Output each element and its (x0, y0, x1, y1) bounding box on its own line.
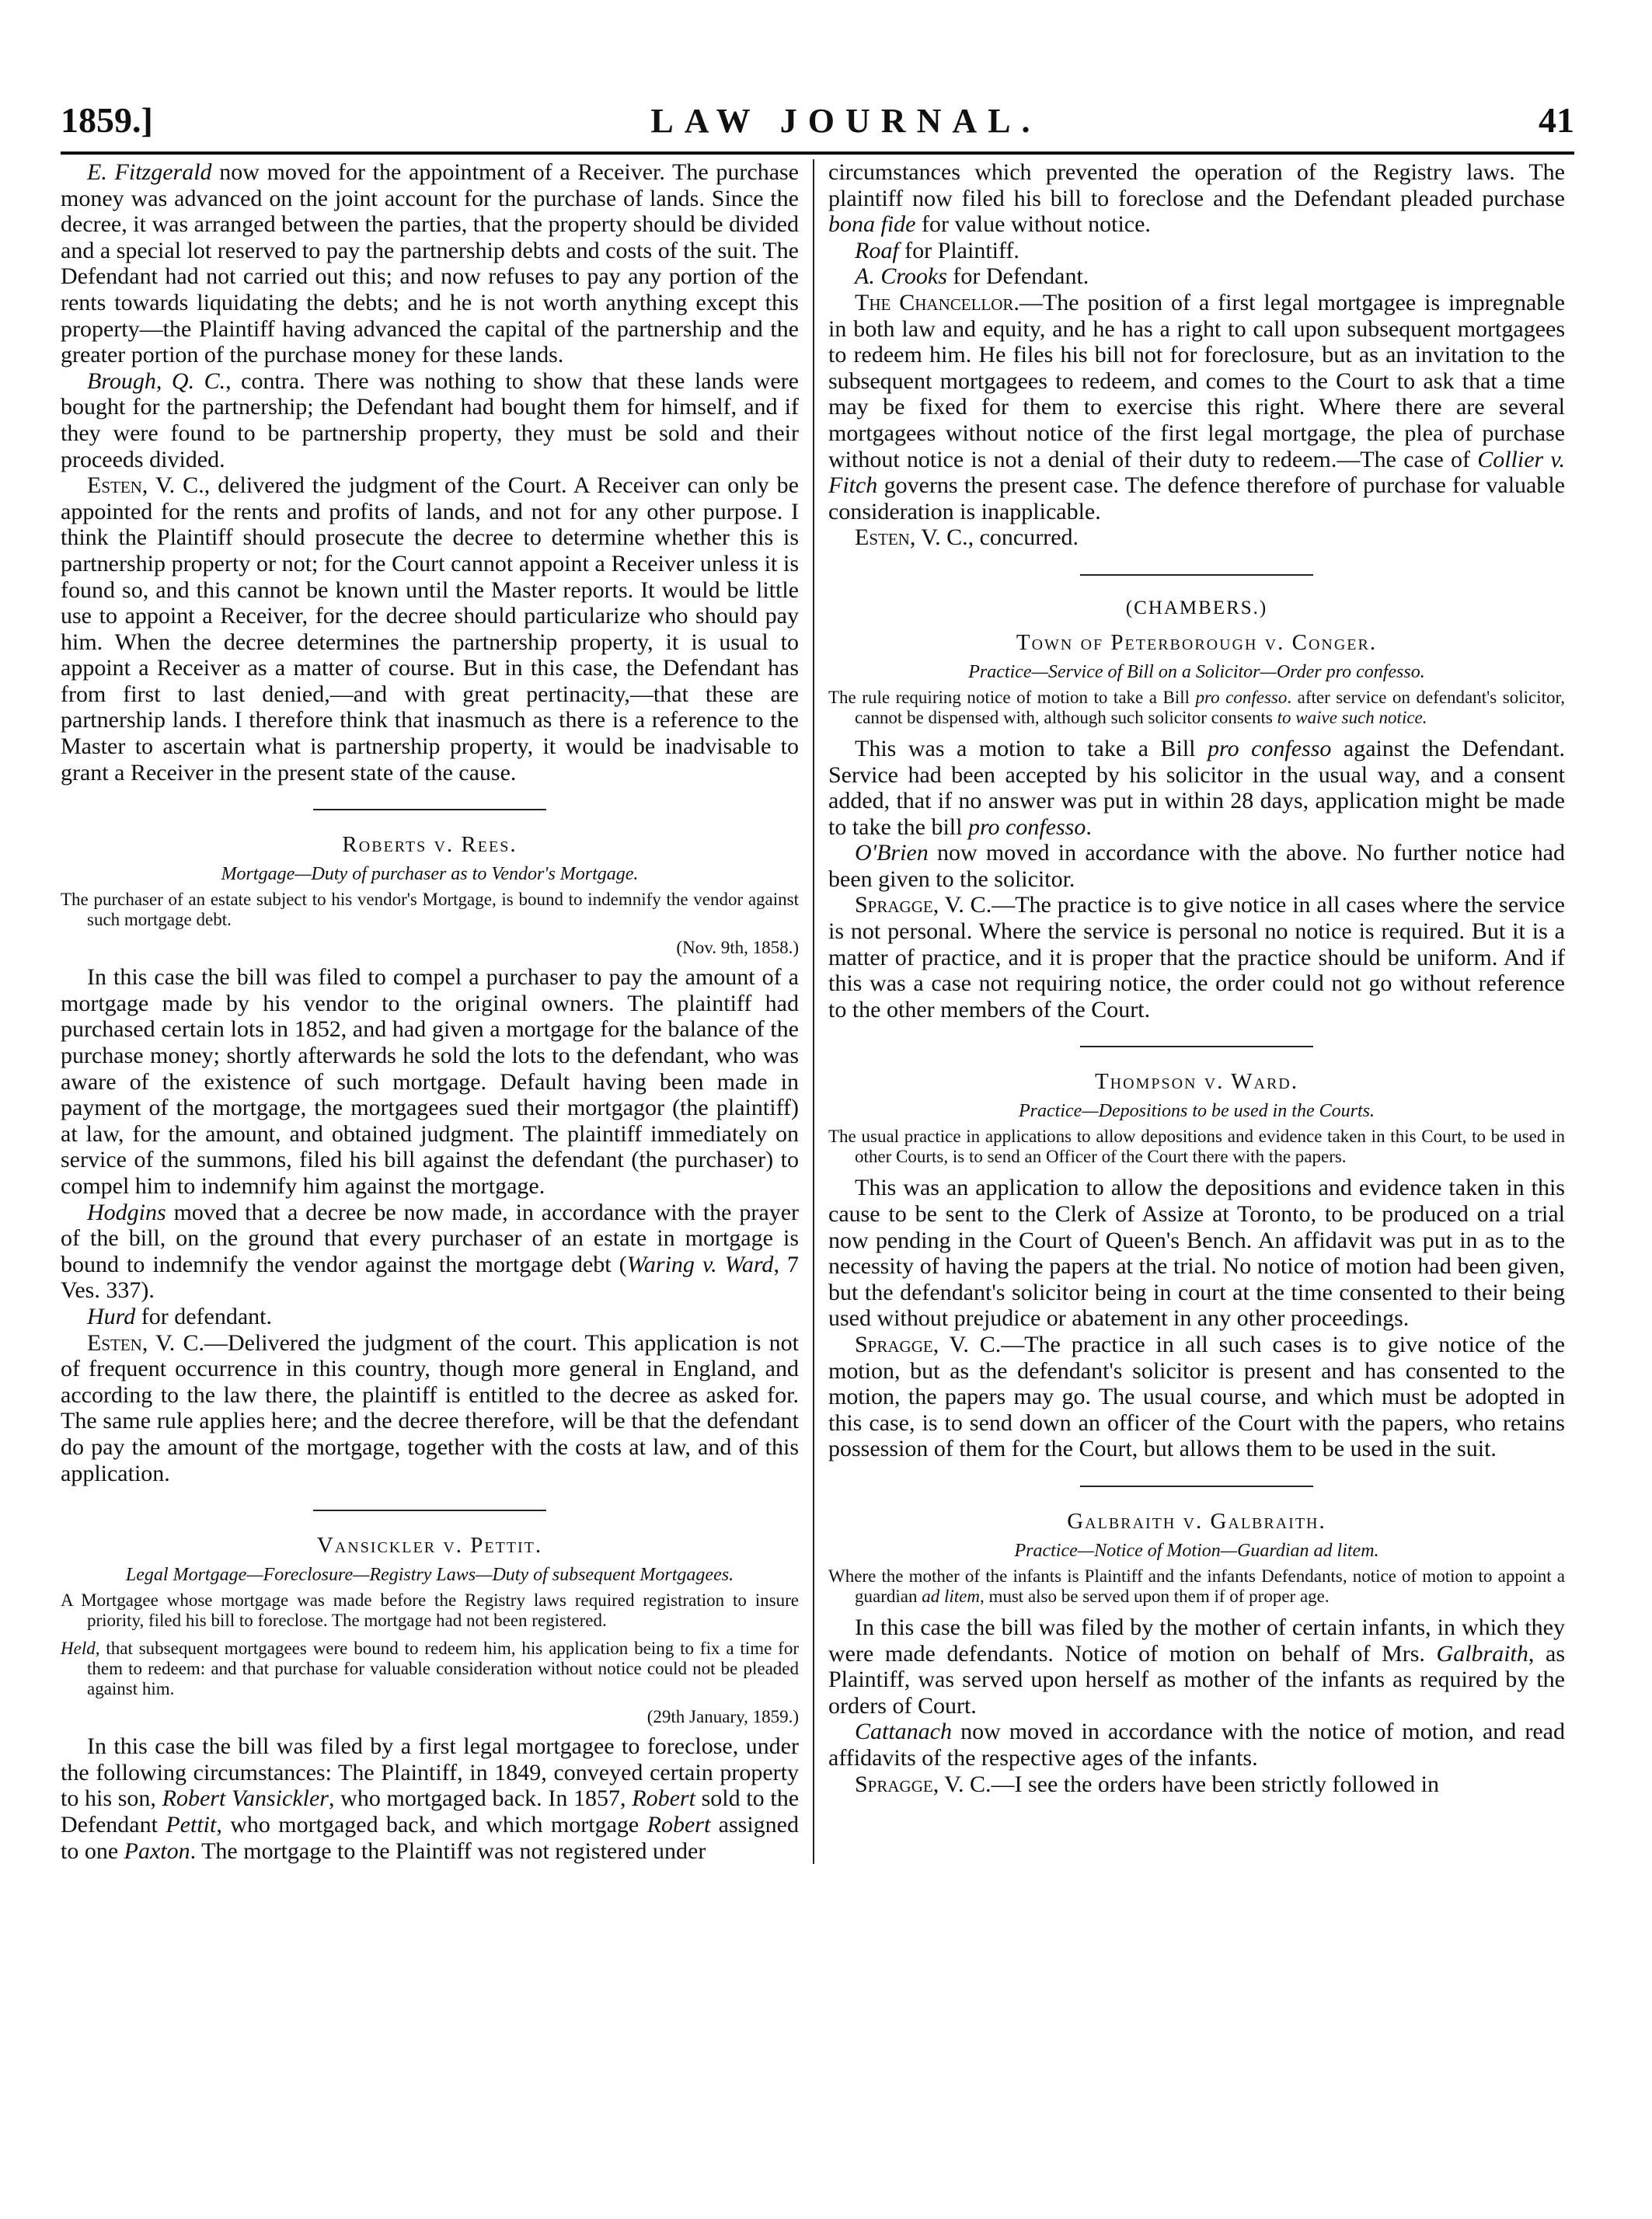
paragraph (828, 892, 1565, 1022)
paragraph (828, 736, 1565, 840)
paragraph-text: In this case the bill was filed by a first legal mortgagee to foreclose, under the following circumstances: The Plaintiff, in 1849, conveyed certain property to his son, (61, 1733, 799, 1812)
case-subtitle: Legal Mortgage—Foreclosure—Registry Laws—Duty of subsequent Mortgagees. (125, 1565, 734, 1586)
case-title: Galbraith v. Galbraith. (1067, 1508, 1326, 1534)
case-date: (29th January, 1859.) (647, 1707, 799, 1727)
party-name: Robert (647, 1811, 711, 1838)
paragraph-text: , V. C., delivered the judgment of the Court. A Receiver can only be appointed for the rents and profits of lands, and not for any other purpose. I think the Plaintiff should prosecute the decree to determine whether this is partnership property or not; for the Court cannot appoint a Receiver unless it is found so, and this cannot be known until the Master reports. It would be little use to appoint a Receiver, for the decree should particularize who should pay him. When the decree determines the partnership property, it is usual to appoint a Receiver as a matter of course. But in this case, the Defendant has from first to last denied,—and with great pertinacity,—that these are partnership lands. I therefore think that inasmuch as there is a reference to the Master to ascertain what is partnership property, it would be inadvisable to grant a Receiver in the present state of the cause. (61, 472, 799, 786)
latin-phrase: pro confesso (1208, 735, 1332, 761)
headnote-text: , must also be served upon them if of proper age. (979, 1586, 1330, 1606)
headnote (828, 688, 1565, 728)
party-name: Robert (632, 1785, 695, 1812)
headnote: A Mortgagee whose mortgage was made before the Registry laws required registration to insure priority, filed his bill to foreclose. The mortgage had not been registered. (61, 1590, 799, 1631)
case-title: Town of Peterborough v. Conger. (1016, 629, 1378, 655)
case-date: (Nov. 9th, 1858.) (676, 938, 799, 958)
latin-phrase: pro confesso (967, 813, 1086, 840)
paragraph-text: , as Plaintiff, was served upon herself as mother of the infants as required by the orders of Court. (828, 1640, 1565, 1719)
paragraph (828, 524, 1565, 551)
paragraph-text: moved that a decree be now made, in accordance with the prayer of the bill, on the ground that every purchaser of an estate in mortgage is bound to indemnify the vendor against the mortgage debt ( (61, 1199, 799, 1277)
paragraph (828, 238, 1565, 264)
section-divider (313, 809, 546, 810)
paragraph (61, 1304, 799, 1330)
paragraph-text: .—The position of a first legal mortgagee is impregnable in both law and equity, and he has a right to call upon subsequent mortgagees to redeem him. He files his bill not for foreclosure, but as an invitation to the subsequent mortgagees to redeem, and comes to the Court to ask that a time may be fixed for them to exercise this right. Where there are several mortgagees without notice of the first legal mortgage, the plea of purchase without notice is not a denial of their duty to redeem.—The case of (828, 289, 1565, 472)
judge-name: Esten (87, 472, 142, 499)
judge-name: The Chancellor (855, 289, 1014, 315)
counsel-name: A. Crooks (855, 263, 947, 290)
paragraph (828, 290, 1565, 524)
counsel-name: Brough, Q. C. (87, 368, 226, 394)
paragraph (828, 1615, 1565, 1719)
paragraph-text: now moved in accordance with the notice of motion, and read affidavits of the respective ages of the infants. (828, 1719, 1565, 1771)
case-subtitle: Mortgage—Duty of purchaser as to Vendor's Mortgage. (221, 864, 639, 885)
paragraph-text: , who mortgaged back, and which mortgage (216, 1811, 647, 1838)
judge-name: Esten (87, 1329, 142, 1356)
citation: Collier v. Fitch (828, 446, 1565, 499)
headnote-text: The rule requiring notice of motion to take a Bill (828, 687, 1196, 707)
paragraph (828, 1771, 1565, 1798)
headnote-text: Where the mother of the infants is Plaintiff and the infants Defendants, notice of motion to appoint a guardian (828, 1566, 1565, 1606)
headnote: The purchaser of an estate subject to his vendor's Mortgage, is bound to indemnify the vendor against such mortgage debt. (61, 890, 799, 930)
case-subtitle: Practice—Service of Bill on a Solicitor—Order pro confesso. (968, 661, 1425, 682)
headnote-held: Held, (61, 1639, 100, 1659)
paragraph-text: , contra. There was nothing to show that these lands were bought for the partnership; the Defendant had bought them for himself, and if they were found to be partnership property, they must be sold and their proceeds divided. (61, 368, 799, 472)
case-subtitle: Practice—Depositions to be used in the Courts. (1019, 1101, 1375, 1122)
judge-name: Spragge (855, 1771, 933, 1797)
right-column (813, 159, 1565, 1864)
paragraph: This was an application to allow the depositions and evidence taken in this cause to be sent to the Clerk of Assize at Toronto, to be produced on a trial now pending in the Court of Queen's Bench. An affidavit was put in as to the necessity of having the papers at the trial. No notice of motion had been given, but the defendant's solicitor being in court at the time consented to their being used without prejudice or abatement in any other proceedings. (828, 1175, 1565, 1332)
section-divider (1080, 1046, 1313, 1047)
judge-name: Spragge (855, 892, 933, 918)
paragraph-text: . (1086, 813, 1092, 840)
paragraph-text: now moved for the appointment of a Receiver. The purchase money was advanced on the joint account for the purchase of lands. Since the decree, it was arranged between the parties, that the property should be divided and a special lot reserved to pay the partnership debts and costs of the suit. The Defendant had not carried out this; and now refuses to pay any portion of the rents towards liquidating the debts; and he is not worth anything except this property—the Plaintiff having advanced the capital of the partnership and the greater portion of the purchase money for these lands. (61, 159, 799, 368)
paragraph-text: against the Defendant. Service had been accepted by his solicitor in the usual way, and a consent added, that if no answer was put in within 28 days, application might be made to take the bill (828, 735, 1565, 840)
section-divider (1080, 1486, 1313, 1487)
paragraph (61, 159, 799, 368)
counsel-name: E. Fitzgerald (87, 159, 212, 185)
counsel-name: Cattanach (855, 1719, 952, 1745)
headnote-italic: to waive such notice. (1277, 707, 1427, 727)
headnote (828, 1566, 1565, 1607)
paragraph (61, 1330, 799, 1487)
paragraph-text: , V. C.—The practice in all such cases is to give notice of the motion, but as the defendant's solicitor is present and has consented to the motion, the papers may go. The usual course, and which must be adopted in this case, is to send down an officer of the Court with the papers, who retains possession of them for the Court, but allows them to be used in the suit. (828, 1332, 1565, 1462)
paragraph-text: for defendant. (135, 1303, 272, 1329)
paragraph-text: This was a motion to take a Bill (855, 735, 1208, 761)
paragraph-text: , V. C., concurred. (909, 524, 1079, 551)
paragraph (61, 1200, 799, 1304)
party-name: Galbraith (1436, 1640, 1528, 1667)
latin-phrase: bona fide (828, 211, 916, 238)
paragraph-text: governs the present case. The defence therefore of purchase for valuable consideration is inapplicable. (828, 472, 1565, 524)
headnote (61, 1639, 799, 1699)
journal-title: LAW JOURNAL. (650, 102, 1041, 140)
headnote-text: that subsequent mortgagees were bound to redeem him, his application being to fix a time for them to redeem: and that purchase for valuable consideration without notice could not be pleaded against him. (87, 1639, 799, 1699)
party-name: Robert Vansickler (162, 1785, 329, 1812)
paragraph-text: , 7 Ves. 337). (61, 1251, 799, 1304)
case-title: Thompson v. Ward. (1094, 1069, 1299, 1095)
paragraph-text: In this case the bill was filed by the mother of certain infants, in which they were made defendants. Notice of motion on behalf of Mrs. (828, 1614, 1565, 1667)
section-divider (313, 1510, 546, 1511)
judge-name: Esten (855, 524, 910, 551)
paragraph (61, 1733, 799, 1864)
counsel-name: Roaf (855, 237, 899, 263)
two-column-body (61, 159, 1574, 1864)
section-divider (1080, 574, 1313, 576)
headnote: The usual practice in applications to allow depositions and evidence taken in this Court, to be used in other Courts, is to send an Officer of the Court there with the papers. (828, 1127, 1565, 1167)
case-subtitle: Practice—Notice of Motion—Guardian ad litem. (1014, 1540, 1379, 1561)
paragraph-text: sold to the Defendant (61, 1785, 800, 1838)
chambers-label: (CHAMBERS.) (1125, 597, 1268, 618)
party-name: Pettit (166, 1811, 217, 1838)
paragraph-text: , V. C.—The practice is to give notice in all cases where the service is not personal. Where the service is personal no notice is required. But it is a matter of practice, and it is proper that the practice should be uniform. And if this was a case not requiring notice, the order could not go without reference to the other members of the Court. (828, 892, 1565, 1022)
paragraph-text: , V. C.—Delivered the judgment of the court. This application is not of frequent occurrence in this country, though more general in England, and according to the law there, the plaintiff is entitled to the decree as asked for. The same rule applies here; and the decree therefore, will be that the defendant do pay the amount of the mortgage, together with the costs at law, and of this application. (61, 1329, 799, 1486)
paragraph (828, 263, 1565, 290)
case-title: Roberts v. Rees. (342, 832, 518, 858)
citation: Waring v. Ward (626, 1251, 774, 1277)
paragraph-text: circumstances which prevented the operation of the Registry laws. The plaintiff now filed his bill to foreclose and the Defendant pleaded purchase (828, 159, 1565, 211)
page-number: 41 (1538, 100, 1574, 140)
page-header (61, 99, 1574, 155)
paragraph-text: for Defendant. (946, 263, 1089, 290)
paragraph-text: , who mortgaged back. In 1857, (328, 1785, 633, 1812)
paragraph (61, 472, 799, 786)
headnote-text: . after service on defendant's solicitor, cannot be dispensed with, although such solicitor consents (855, 687, 1565, 727)
paragraph (61, 368, 799, 472)
paragraph (828, 1332, 1565, 1462)
paragraph-text: assigned to one (61, 1811, 799, 1864)
judge-name: Spragge (855, 1332, 933, 1357)
header-year: 1859.] (61, 100, 153, 140)
left-column (61, 159, 813, 1864)
counsel-name: Hodgins (87, 1199, 166, 1225)
party-name: Paxton (124, 1838, 190, 1864)
paragraph: In this case the bill was filed to compel a purchaser to pay the amount of a mortgage made by his vendor to the original owners. The plaintiff had purchased certain lots in 1852, and had given a mortgage for the balance of the purchase money; shortly afterwards he sold the lots to the defendant, who was aware of the existence of such mortgage. Default having been made in payment of the mortgage, the mortgagees sued their mortgagor (the plaintiff) at law, for the amount, and obtained judgment. The plaintiff immediately on service of the summons, filed his bill against the defendant (the purchaser) to compel him to indemnify him against the mortgage. (61, 964, 799, 1199)
paragraph-text: . The mortgage to the Plaintiff was not registered under (190, 1838, 706, 1864)
paragraph-text: for value without notice. (915, 211, 1151, 238)
case-title: Vansickler v. Pettit. (316, 1533, 543, 1559)
counsel-name: Hurd (87, 1303, 136, 1329)
paragraph-text: now moved in accordance with the above. No further notice had been given to the solicitor. (828, 840, 1565, 892)
paragraph (828, 1719, 1565, 1771)
paragraph (828, 159, 1565, 238)
paragraph (828, 840, 1565, 892)
latin-phrase: ad litem (922, 1586, 980, 1606)
counsel-name: O'Brien (855, 840, 929, 866)
paragraph-text: for Plaintiff. (898, 237, 1019, 263)
latin-phrase: pro confesso (1195, 687, 1288, 707)
paragraph-text: , V. C.—I see the orders have been strictly followed in (932, 1771, 1439, 1797)
